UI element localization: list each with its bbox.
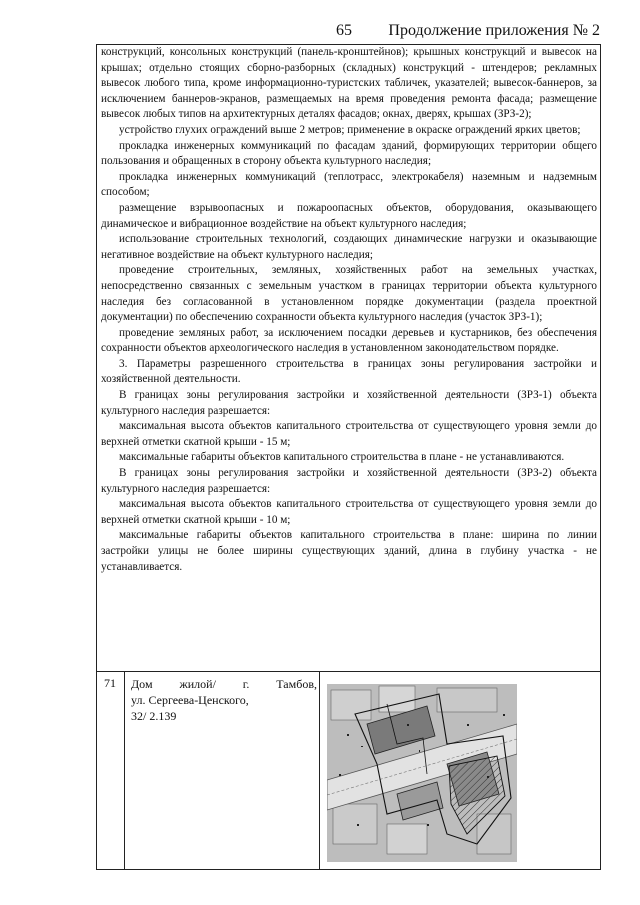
paragraph: использование строительных технологий, создающих динамические нагрузки и оказывающие негативное воздействие на объект культурного наследия; [101, 233, 597, 261]
paragraph: прокладка инженерных коммуникаций по фасадам зданий, формирующих территории общего пользования и обращенных в сторону объекта культурного наследия; [101, 139, 597, 168]
column-divider [124, 671, 125, 870]
object-line: Дом жилой/ г. Тамбов, [131, 677, 317, 691]
paragraph: конструкций, консольных конструкций (панель-кронштейнов); крышных конструкций и вывесок на крышах; отдельно стоящих сборно-разборных (складных) конструкций - штендеров; рекламных вывесок любого типа, кроме информационно-туристских табличек, указателей; вывесок-баннеров, за исключением баннеров-экранов, размещаемых на время проведения ремонта фасада; размещение вывесок любых типов на архитектурных деталях фасадов; окнах, дверях, крышах (ЗРЗ-2); [101, 46, 597, 121]
object-line: 32/ 2.139 [131, 709, 177, 723]
paragraph: проведение строительных, земляных, хозяйственных работ на земельных участках, непосредственно связанных с земельным участком в границах территории объекта культурного наследия без согласованной в установленном порядке документации (раздела проектной документации) по обеспечению сохранности объекта культурного наследия (участок ЗРЗ-1); [101, 264, 597, 324]
paragraph: устройство глухих ограждений выше 2 метров; применение в окраске ограждений ярких цветов; [119, 123, 581, 136]
site-map-image [327, 684, 517, 862]
paragraph: размещение взрывоопасных и пожароопасных объектов, оборудования, оказывающего динамическое и вибрационное воздействие на объект культурного наследия; [101, 201, 597, 230]
paragraph: максимальная высота объектов капитального строительства от существующего уровня земли до верхней отметки скатной крыши - 10 м; [101, 498, 597, 526]
paragraph: проведение земляных работ, за исключением посадки деревьев и кустарников, без обеспечения сохранности объектов археологического наследия в установленном законодательством порядке. [101, 326, 597, 355]
page-header [96, 22, 600, 42]
paragraph: максимальная высота объектов капитального строительства от существующего уровня земли до верхней отметки скатной крыши - 15 м; [101, 420, 597, 448]
row-number: 71 [104, 676, 116, 690]
page-number: 65 [336, 22, 352, 39]
object-description [131, 676, 317, 724]
section-heading: 3. Параметры разрешенного строительства в границах зоны регулирования застройки и хозяйственной деятельности. [101, 357, 597, 386]
header-title: Продолжение приложения № 2 [388, 22, 600, 39]
text-block [101, 45, 597, 575]
column-divider [319, 671, 320, 870]
row-divider [96, 671, 601, 672]
paragraph: максимальные габариты объектов капитального строительства в плане: ширина по линии застройки улицы не более ширины существующих зданий, длина в глубину участка - не устанавливается. [101, 529, 597, 573]
object-line: ул. Сергеева-Ценского, [131, 693, 249, 707]
paragraph: В границах зоны регулирования застройки и хозяйственной деятельности (ЗРЗ-1) объекта культурного наследия разрешается: [101, 389, 597, 417]
paragraph: максимальные габариты объектов капитального строительства в плане - не устанавливаются. [119, 451, 565, 464]
paragraph: В границах зоны регулирования застройки и хозяйственной деятельности (ЗРЗ-2) объекта культурного наследия разрешается: [101, 467, 597, 495]
paragraph: прокладка инженерных коммуникаций (теплотрасс, электрокабеля) наземным и надземным способом; [101, 170, 597, 199]
